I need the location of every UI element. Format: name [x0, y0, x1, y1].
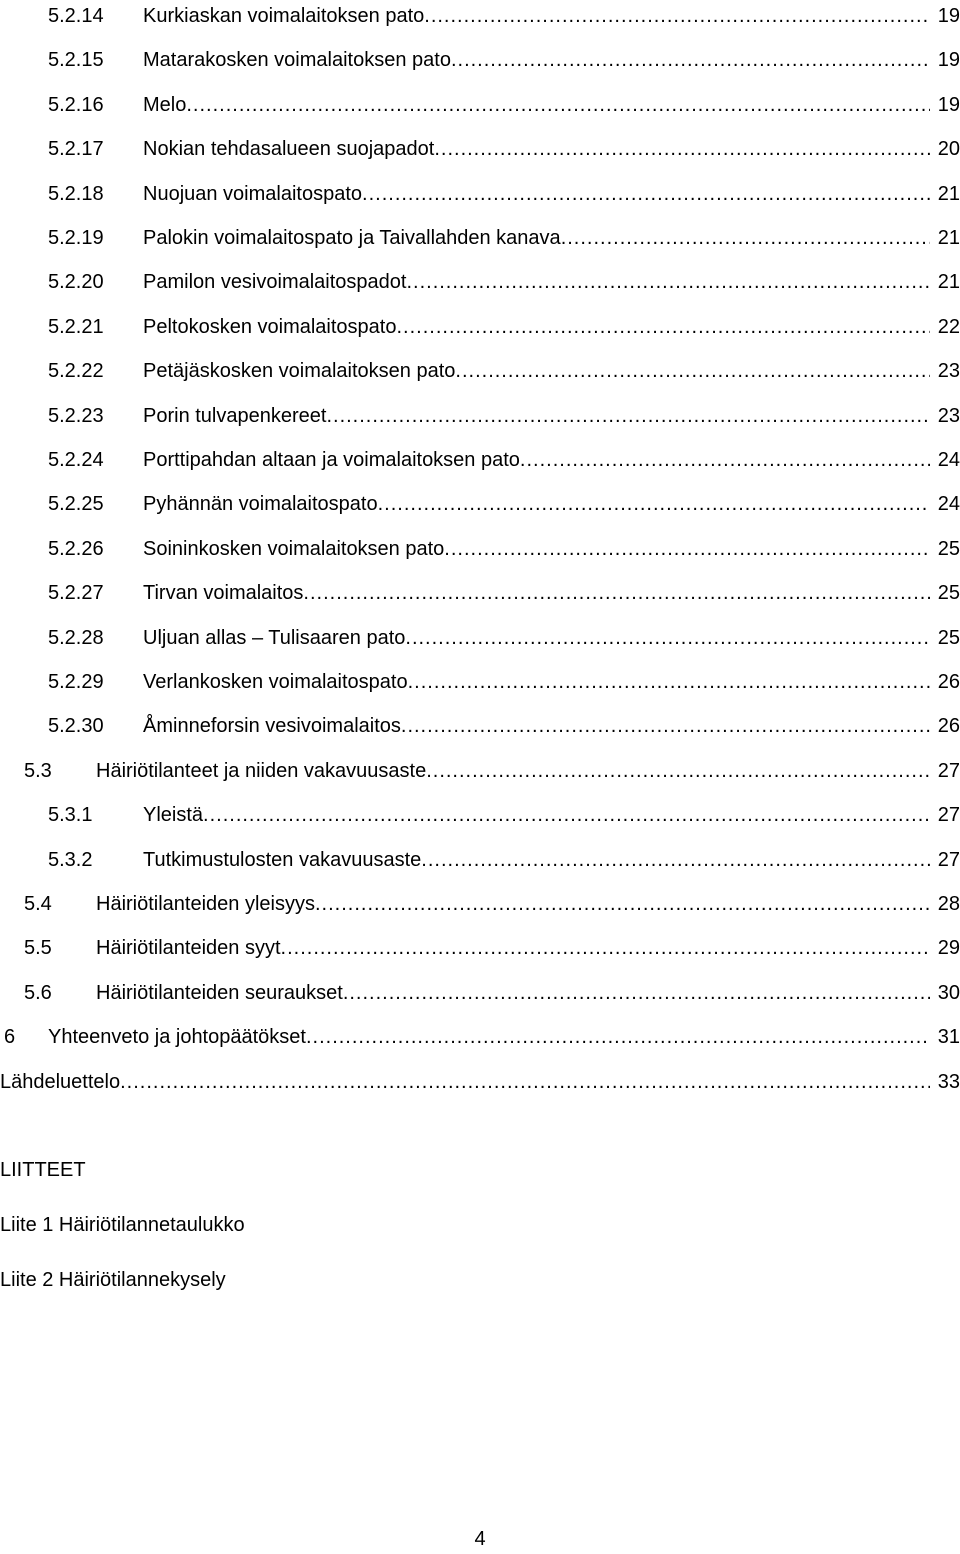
toc-entry-number: 5.5 — [24, 937, 52, 960]
toc-entry-number: 5.2.16 — [48, 93, 104, 116]
toc-entry-number: 5.3.1 — [48, 804, 93, 827]
toc-entry-page: 26 — [937, 671, 960, 693]
toc-dot-leader — [281, 933, 930, 963]
toc-entry[interactable] — [0, 889, 960, 919]
toc-entry-number: 5.2.19 — [48, 227, 104, 249]
appendix-item-2: Liite 2 Häiriötilannekysely — [0, 1269, 226, 1291]
toc-entry-title: Peltokosken voimalaitospato — [143, 315, 397, 338]
toc-entry-page: 19 — [937, 5, 960, 27]
toc-dot-leader — [405, 623, 930, 653]
toc-entry-number: 5.2.23 — [48, 404, 104, 427]
toc-entry-number: 5.2.14 — [48, 5, 104, 27]
toc-entry-title: Porin tulvapenkereet — [143, 404, 327, 427]
toc-entry-page: 27 — [937, 804, 960, 827]
toc-entry-number: 5.2.15 — [48, 49, 104, 72]
toc-dot-leader — [396, 312, 930, 342]
toc-entry-title: Yleistä — [143, 804, 204, 827]
toc-entry-title: Häiriötilanteet ja niiden vakavuusaste — [96, 759, 427, 782]
toc-entry[interactable] — [0, 667, 960, 697]
toc-dot-leader — [203, 800, 930, 830]
toc-entry-number: 5.2.20 — [48, 271, 104, 294]
toc-entry-page: 23 — [937, 360, 960, 383]
toc-dot-leader — [378, 489, 930, 519]
toc-entry[interactable] — [0, 356, 960, 386]
toc-entry-page: 24 — [937, 449, 960, 471]
toc-entry-title: Häiriötilanteiden syyt — [96, 937, 281, 960]
toc-dot-leader — [303, 578, 930, 608]
toc-entry[interactable] — [0, 489, 960, 519]
toc-entry-title: Uljuan allas – Tulisaaren pato — [143, 626, 406, 649]
toc-entry-title: Petäjäskosken voimalaitoksen pato — [143, 360, 456, 383]
toc-entry-page: 25 — [937, 582, 960, 605]
toc-entry[interactable] — [0, 800, 960, 830]
toc-entry-number: 5.3.2 — [48, 848, 93, 871]
toc-entry-number: 6 — [4, 1026, 16, 1049]
toc-entry-page: 20 — [937, 138, 960, 161]
toc-entry[interactable] — [0, 445, 960, 475]
toc-entry-number: 5.2.17 — [48, 138, 104, 161]
toc-entry[interactable] — [0, 933, 960, 963]
toc-entry[interactable] — [0, 223, 960, 253]
toc-dot-leader — [120, 1067, 930, 1097]
toc-entry-number: 5.2.22 — [48, 360, 104, 383]
toc-entry-number: 5.2.28 — [48, 626, 104, 649]
toc-entry[interactable] — [0, 45, 960, 75]
toc-dot-leader — [434, 134, 930, 164]
toc-entry-title: Tutkimustulosten vakavuusaste — [143, 848, 422, 871]
toc-entry-number: 5.2.30 — [48, 715, 104, 738]
toc-entry-page: 25 — [937, 626, 960, 649]
toc-dot-leader — [326, 401, 930, 431]
toc-entry-page: 23 — [937, 404, 960, 427]
toc-entry-page: 30 — [937, 981, 960, 1004]
toc-entry-page: 31 — [937, 1026, 960, 1049]
toc-entry-number: 5.4 — [24, 893, 52, 915]
toc-dot-leader — [444, 534, 930, 564]
toc-entry-title: Kurkiaskan voimalaitoksen pato — [143, 5, 425, 27]
toc-entry[interactable] — [0, 134, 960, 164]
toc-dot-leader — [561, 223, 930, 253]
toc-entry-title: Tirvan voimalaitos — [143, 582, 304, 605]
toc-entry[interactable] — [0, 978, 960, 1008]
toc-entry[interactable] — [0, 267, 960, 297]
toc-entry-title: Nokian tehdasalueen suojapadot — [143, 138, 435, 161]
toc-entry-number: 5.2.26 — [48, 537, 104, 560]
toc-entry-title: Pyhännän voimalaitospato — [143, 493, 378, 516]
toc-entry-title: Yhteenveto ja johtopäätökset — [48, 1026, 306, 1049]
toc-entry-title: Lähdeluettelo — [0, 1070, 121, 1093]
appendix-item-1: Liite 1 Häiriötilannetaulukko — [0, 1214, 245, 1236]
toc-entry-page: 26 — [937, 715, 960, 738]
toc-entry[interactable] — [0, 711, 960, 741]
toc-dot-leader — [455, 356, 930, 386]
toc-entry-title: Palokin voimalaitospato ja Taivallahden kanava — [143, 227, 561, 249]
toc-entry[interactable] — [0, 1067, 960, 1097]
toc-entry-title: Häiriötilanteiden yleisyys — [96, 893, 315, 915]
toc-entry[interactable] — [0, 179, 960, 209]
toc-entry-number: 5.2.25 — [48, 493, 104, 516]
toc-entry[interactable] — [0, 578, 960, 608]
appendices-heading: LIITTEET — [0, 1159, 86, 1181]
toc-entry-page: 22 — [937, 315, 960, 338]
toc-entry-title: Verlankosken voimalaitospato — [143, 671, 408, 693]
toc-dot-leader — [401, 711, 930, 741]
toc-entry-title: Matarakosken voimalaitoksen pato — [143, 49, 451, 72]
toc-dot-leader — [362, 179, 930, 209]
toc-dot-leader — [408, 667, 930, 697]
toc-entry-page: 24 — [937, 493, 960, 516]
toc-entry-page: 25 — [937, 537, 960, 560]
toc-entry-page: 21 — [937, 271, 960, 294]
toc-entry-page: 33 — [937, 1070, 960, 1093]
toc-entry-number: 5.3 — [24, 759, 52, 782]
toc-entry-page: 21 — [937, 182, 960, 205]
toc-entry[interactable] — [0, 756, 960, 786]
page-number: 4 — [474, 1528, 486, 1550]
toc-entry-title: Pamilon vesivoimalaitospadot — [143, 271, 407, 294]
toc-entry-title: Häiriötilanteiden seuraukset — [96, 981, 343, 1004]
toc-entry[interactable] — [0, 1022, 960, 1052]
toc-entry-number: 5.2.29 — [48, 671, 104, 693]
toc-entry[interactable] — [0, 623, 960, 653]
toc-entry[interactable] — [0, 534, 960, 564]
toc-dot-leader — [306, 1022, 930, 1052]
toc-entry-title: Åminneforsin vesivoimalaitos — [143, 715, 401, 738]
toc-entry-number: 5.2.18 — [48, 182, 104, 205]
toc-dot-leader — [343, 978, 930, 1008]
toc-dot-leader — [426, 756, 930, 786]
toc-entry-title: Melo — [143, 93, 187, 116]
toc-entry-page: 28 — [937, 893, 960, 915]
toc-entry-page: 21 — [937, 227, 960, 249]
toc-entry-number: 5.2.21 — [48, 315, 104, 338]
toc-entry-page: 27 — [937, 759, 960, 782]
toc-dot-leader — [451, 45, 930, 75]
toc-dot-leader — [424, 1, 930, 31]
toc-entry[interactable] — [0, 90, 960, 120]
toc-entry-number: 5.2.24 — [48, 449, 104, 471]
toc-entry-title: Nuojuan voimalaitospato — [143, 182, 363, 205]
toc-entry[interactable] — [0, 401, 960, 431]
toc-entry-number: 5.6 — [24, 981, 52, 1004]
toc-entry-number: 5.2.27 — [48, 582, 104, 605]
toc-entry[interactable] — [0, 1, 960, 31]
toc-dot-leader — [315, 889, 930, 919]
toc-entry-page: 19 — [937, 49, 960, 72]
toc-entry-page: 27 — [937, 848, 960, 871]
toc-entry-title: Soininkosken voimalaitoksen pato — [143, 537, 445, 560]
toc-entry[interactable] — [0, 845, 960, 875]
toc-dot-leader — [520, 445, 930, 475]
toc-dot-leader — [406, 267, 930, 297]
toc-dot-leader — [186, 90, 930, 120]
toc-entry[interactable] — [0, 312, 960, 342]
toc-entry-title: Porttipahdan altaan ja voimalaitoksen pato — [143, 449, 520, 471]
toc-entry-page: 19 — [937, 93, 960, 116]
toc-entry-page: 29 — [937, 937, 960, 960]
toc-dot-leader — [421, 845, 930, 875]
